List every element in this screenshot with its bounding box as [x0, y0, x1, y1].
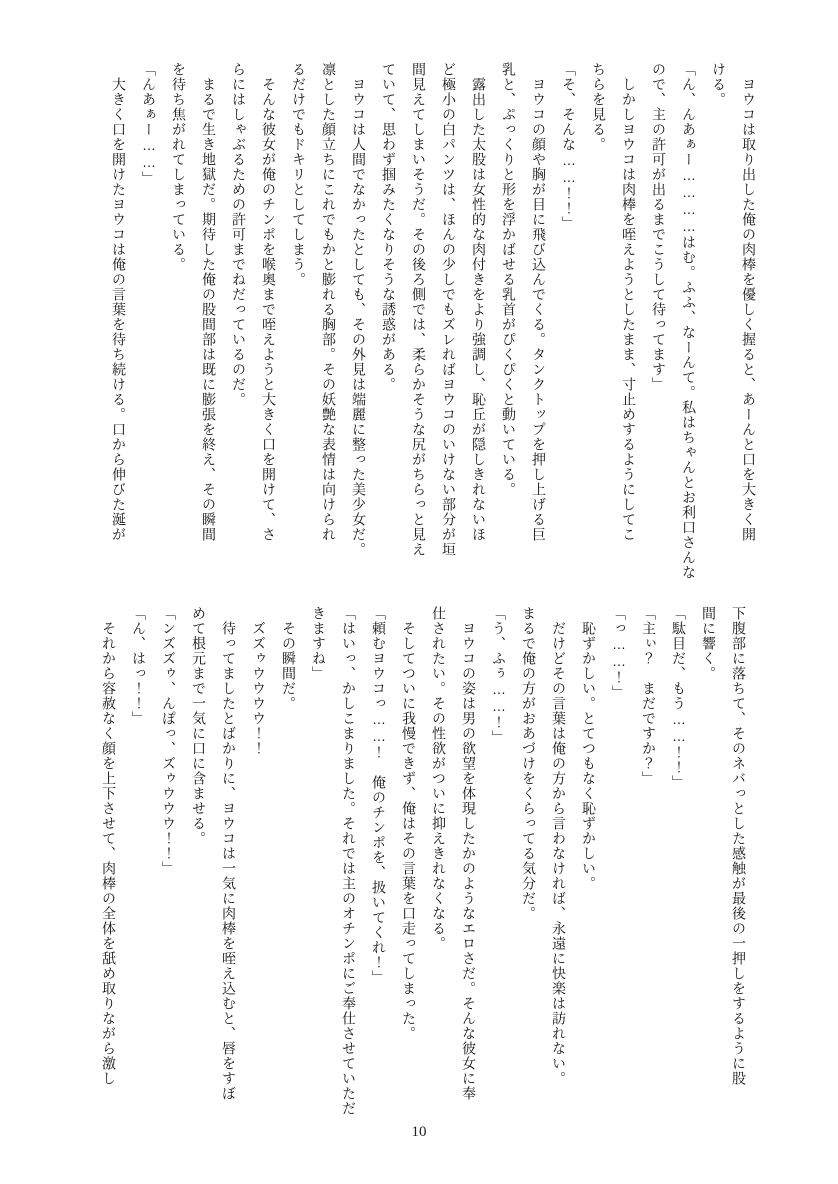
text-column: まるで生き地獄だ。期待した俺の股間部は既に膨張を終え、その瞬間: [201, 77, 217, 542]
text-column: 「ん、んあぁー…………はむ。ふふ、なーんて。私はちゃんとお利口さんな: [681, 62, 697, 580]
text-column: しかしヨウコは肉棒を咥えようとしたまま、寸止めするようにしてこ: [621, 77, 637, 542]
page-number: 10: [411, 1124, 427, 1140]
text-column: 大きく口を開けたヨウコは俺の言葉を待ち続ける。口から伸びた涎が: [111, 77, 127, 542]
text-column: 「ンズズゥ、んぽっ、ズゥウウウ！！」: [161, 606, 177, 876]
text-column: きますね」: [311, 606, 327, 681]
text-column: 間見えてしまいそうだ。その後ろ側では、柔らかそうな尻がちらっと見え: [411, 62, 427, 557]
text-column: を待ち焦がれてしまっている。: [171, 62, 187, 272]
text-column: 「っ……！」: [611, 606, 627, 700]
text-column: 凛とした顔立ちにこれでもかと膨れる胸部。その妖艶な表情は向けられ: [321, 62, 337, 542]
text-column: 「う、ふぅ……！」: [491, 606, 507, 745]
text-column: ヨウコの顔や胸が目に飛び込んでくる。タンクトップを押し上げる巨: [531, 77, 547, 542]
text-column: 「ん、はっ！！」: [131, 606, 147, 726]
text-column: ける。: [711, 62, 727, 107]
text-column: 下腹部に落ちて、そのネバっとした感触が最後の一押しをするように股: [731, 606, 747, 1086]
text-column: るだけでもドキリとしてしまう。: [291, 62, 307, 287]
text-column: ど極小の白パンツは、ほんの少しでもズレればヨウコのいけない部分が垣: [441, 62, 457, 557]
text-block-top: [104, 62, 764, 580]
text-column: 「はいっ、かしこまりました。それでは主のオチンポにご奉仕させていただ: [341, 606, 357, 1116]
text-block-bottom: [94, 606, 754, 1116]
text-column: それから容赦なく顔を上下させて、肉棒の全体を舐め取りながら激し: [101, 621, 117, 1086]
text-column: ヨウコの姿は男の欲望を体現したかのようなエロさだ。そんな彼女に奉: [461, 621, 477, 1101]
text-column: 「頼むヨウコっ……！ 俺のチンポを、扱いてくれ！」: [371, 606, 387, 985]
text-column: 恥ずかしい。とてつもなく恥ずかしい。: [581, 621, 597, 891]
text-column: 仕されたい。その性欲がついに抑えきれなくなる。: [431, 606, 447, 951]
text-column: 乳と、ぷっくりと形を浮かばせる乳首がぴくぴくと動いている。: [501, 62, 517, 497]
text-column: ちらを見る。: [591, 62, 607, 152]
text-column: ヨウコは取り出した俺の肉棒を優しく握ると、あーんと口を大きく開: [741, 77, 757, 542]
text-column: 間に響く。: [701, 606, 717, 681]
text-column: めて根元まで一気に口に含ませる。: [191, 606, 207, 846]
text-column: ので、主の許可が出るまでこうして待ってます」: [651, 62, 667, 392]
text-column: ていて、思わず掴みたくなりそうな誘惑がある。: [381, 62, 397, 392]
text-column: 待ってましたとばかりに、ヨウコは一気に肉棒を咥え込むと、唇をすぼ: [221, 621, 237, 1101]
text-column: ヨウコは人間でなかったとしても、その外見は端麗に整った美少女だ。: [351, 77, 367, 557]
text-column: 「そ、そんな……！！」: [561, 62, 577, 231]
text-column: らにはしゃぶるための許可までねだっているのだ。: [231, 62, 247, 407]
text-column: そんな彼女が俺のチンポを喉奥まで咥えようと大きく口を開けて、さ: [261, 77, 277, 542]
text-column: 「主ぃ？ まだですか？」: [641, 606, 657, 786]
text-column: 露出した太股は女性的な肉付きをより強調し、恥丘が隠しきれないほ: [471, 77, 487, 542]
text-column: 「んあぁー……」: [141, 62, 157, 186]
text-column: そしてついに我慢できず、俺はその言葉を口走ってしまった。: [401, 621, 417, 1041]
text-column: まるで俺の方がおあづけをくらってる気分だ。: [521, 606, 537, 921]
text-column: その瞬間だ。: [281, 621, 297, 711]
text-column: だけどその言葉は俺の方から言わなければ、永遠に快楽は訪れない。: [551, 621, 567, 1086]
text-column: 「駄目だ、もう……！！」: [671, 606, 687, 790]
text-column: ズズゥウウウウ！！: [251, 621, 267, 756]
